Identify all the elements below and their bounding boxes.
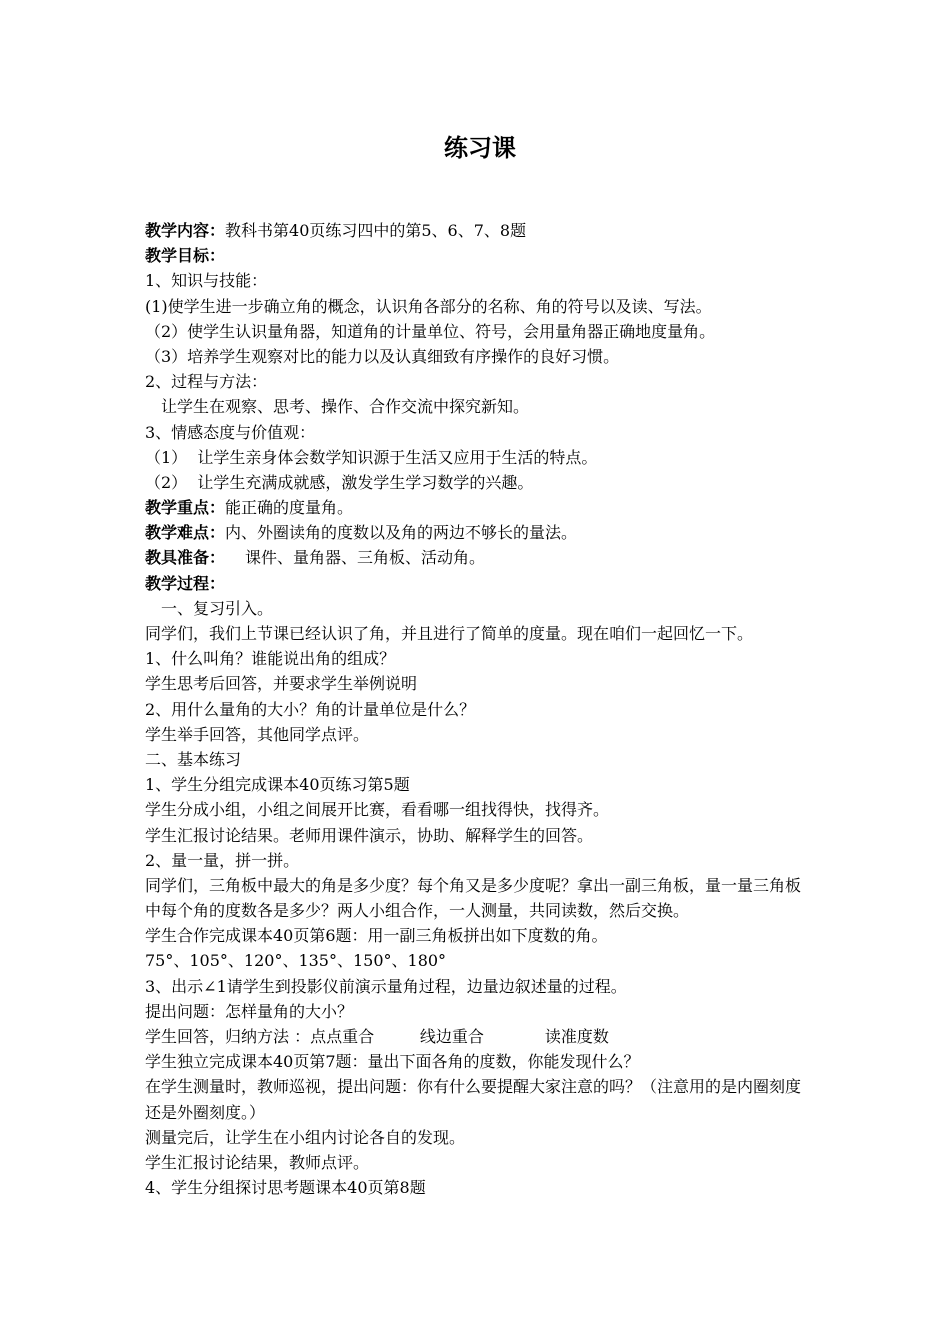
- process-line: 学生思考后回答，并要求学生举例说明: [145, 674, 418, 694]
- process-line: 75°、105°、120°、135°、150°、180°: [145, 951, 447, 971]
- objectives-heading: [145, 243, 815, 268]
- key-point-label: 教学重点：: [145, 498, 226, 518]
- objectives-line: 2、过程与方法：: [145, 372, 268, 392]
- objectives-line: （2）使学生认识量角器，知道角的计量单位、符号，会用量角器正确地度量角。: [145, 321, 716, 341]
- objectives-line: 3、情感态度与价值观：: [145, 422, 316, 442]
- teaching-content-text: 教科书第40页练习四中的第5、6、7、8题: [225, 221, 527, 240]
- process-heading: [145, 571, 815, 596]
- process-line: 学生独立完成课本40页第7题：量出下面各角的度数，你能发现什么？: [145, 1052, 640, 1072]
- objectives-line: (1)使学生进一步确立角的概念，认识角各部分的名称、角的符号以及读、写法。: [145, 296, 712, 316]
- tools: [145, 545, 815, 570]
- process-line: 学生合作完成课本40页第6题：用一副三角板拼出如下度数的角。: [145, 926, 608, 946]
- objectives-line: （2） 让学生充满成就感，激发学生学习数学的兴趣。: [145, 472, 534, 492]
- tools-text: 课件、量角器、三角板、活动角。: [245, 548, 486, 568]
- process-line: 1、什么叫角？谁能说出角的组成？: [145, 649, 396, 669]
- objectives-line: 1、知识与技能：: [145, 271, 268, 291]
- process-line: 4、学生分组探讨思考题课本40页第8题: [145, 1178, 426, 1198]
- process-line: 1、学生分组完成课本40页练习第5题: [145, 775, 410, 795]
- tools-label: 教具准备：: [145, 548, 226, 568]
- key-point: [145, 495, 815, 520]
- difficulty-label: 教学难点：: [145, 523, 226, 543]
- process-line: 在学生测量时，教师巡视，提出问题：你有什么要提醒大家注意的吗？（注意用的是内圈刻度还是外圈刻度。）: [145, 1077, 802, 1122]
- objectives-line: （1） 让学生亲身体会数学知识源于生活又应用于生活的特点。: [145, 447, 598, 467]
- process-line: 提出问题：怎样量角的大小？: [145, 1001, 354, 1021]
- process-line: 2、量一量，拼一拼。: [145, 850, 300, 870]
- process-line: 学生汇报讨论结果，教师点评。: [145, 1153, 370, 1173]
- process-label: 教学过程：: [145, 573, 226, 593]
- objectives-line: 让学生在观察、思考、操作、合作交流中探究新知。: [161, 397, 530, 417]
- process-line: 同学们，三角板中最大的角是多少度？每个角又是多少度呢？拿出一副三角板，量一量三角板中每个角的度数各是多少？两人小组合作，一人测量，共同读数，然后交换。: [145, 875, 802, 921]
- process-line: 同学们，我们上节课已经认识了角，并且进行了简单的度量。现在咱们一起回忆一下。: [145, 624, 754, 643]
- process-line: 学生举手回答，其他同学点评。: [145, 724, 370, 744]
- objectives-label: 教学目标：: [145, 246, 226, 266]
- teaching-content: [145, 218, 815, 243]
- process-line: 二、基本练习: [145, 749, 242, 769]
- difficulty-text: 内、外圈读角的度数以及角的两边不够长的量法。: [225, 523, 578, 543]
- process-line: 2、用什么量角的大小？角的计量单位是什么？: [145, 699, 476, 719]
- objectives-line: （3）培养学生观察对比的能力以及认真细致有序操作的良好习惯。: [145, 346, 620, 366]
- document-page: [145, 128, 815, 1200]
- key-point-text: 能正确的度量角。: [225, 498, 354, 518]
- process-line: 测量完后，让学生在小组内讨论各自的发现。: [145, 1127, 466, 1147]
- teaching-content-label: 教学内容：: [145, 221, 226, 240]
- process-line: 学生分成小组，小组之间展开比赛，看看哪一组找得快，找得齐。: [145, 800, 610, 820]
- difficulty: [145, 520, 815, 545]
- process-line: 3、出示∠1请学生到投影仪前演示量角过程，边量边叙述量的过程。: [145, 976, 627, 996]
- page-title: 练习课: [444, 134, 516, 162]
- process-line: 学生汇报讨论结果。老师用课件演示，协助、解释学生的回答。: [145, 825, 594, 845]
- process-line: 学生回答，归纳方法 ：点点重合 线边重合 读准度数: [145, 1027, 609, 1047]
- process-line: 一、复习引入。: [161, 598, 274, 618]
